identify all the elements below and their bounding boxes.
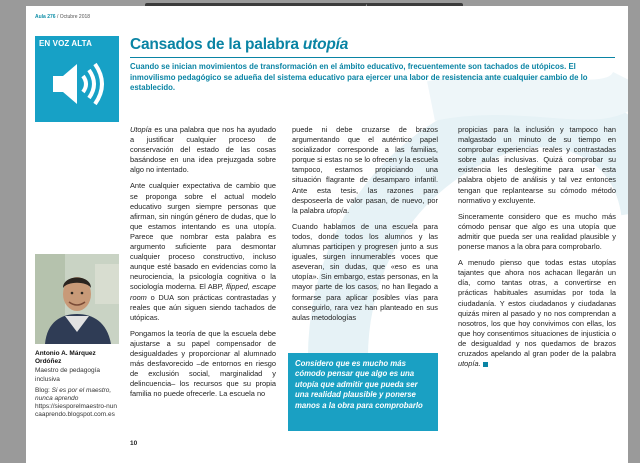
paragraph-text: o DUA son prácticas contrastadas y reales que aún siguen siendo tachados de utópicas. <box>130 292 276 322</box>
paragraph <box>458 125 616 206</box>
paragraph-text: . <box>347 205 350 215</box>
author-photo <box>35 254 119 344</box>
author-blog-title: Si es por el maestro, nunca aprendo <box>35 386 112 403</box>
paragraph-text: Pongamos la teoría de que la escuela debe ajustarse a su papel compensador de desigualdades y proporcionar al alumnado más desfavorecido –de entornos en riesgo de exclusión social, marginalidad y delincuencia– los recursos que su propia familia no puede ofrecerle. La escuela no <box>130 328 276 399</box>
paragraph-text: es una palabra que nos ha ayudado a justificar cualquier proceso de conservación del estado de las cosas basándose en una idea prejuzgada sobre algo no intentado. <box>130 125 276 175</box>
author-info <box>35 350 119 420</box>
article-title <box>130 36 348 54</box>
paragraph <box>130 181 276 322</box>
author-url[interactable]: https://siesporelmaestro-nuncaaprendo.blogspot.com.es <box>35 403 118 419</box>
paragraph <box>292 222 438 323</box>
section-label: EN VOZ ALTA <box>39 39 92 48</box>
paragraph-text: . <box>478 359 481 369</box>
paragraph-emphasis: flipped, escape room <box>130 282 276 302</box>
paragraph-text: Cuando hablamos de una escuela para todos, donde todos los alumnos y las alumnas participen y progresen junto a sus iguales, surgen innumerables voces que aseveran, sin dudas, que «eso es una utopía». Sin embargo, estas personas, en la mayor parte de los casos, no han llegado a formarse para aplicar posibles vías para conseguirlo, rara vez han planteado en sus aulas metodologías <box>292 221 438 322</box>
end-of-article-mark <box>483 362 488 367</box>
lead-text: Cuando se inician movimientos de transformación en el ámbito educativo, frecuentemente son tachados de utópicos. El inmovilismo pedagógico se adueña del sistema educativo para ejercer una labor de resistencia ante cualquier cambio de lo establecido. <box>130 62 588 93</box>
author-name: Antonio A. Márquez Ordóñez <box>35 350 96 366</box>
paragraph-text: puede ni debe cruzarse de brazos argumentando que el auténtico papel socializador corresponde a las familias, porque si estas no se lo ofrecen y la escuela tampoco, estamos propiciando una situación flagrante de desamparo infantil. Ante esta tesis, las razones para desposeerla de valor pasan, de nuevo, por la palabra <box>292 125 438 215</box>
paragraph <box>130 125 276 175</box>
document-page <box>26 6 628 463</box>
article-title-emphasis: utopía <box>302 36 349 53</box>
paragraph <box>292 125 438 216</box>
paragraph-emphasis: utopía <box>458 359 479 369</box>
magazine-name: Aula <box>35 14 46 20</box>
paragraph <box>458 212 616 252</box>
author-blog-label: Blog: <box>35 386 52 394</box>
paragraph-text: Sinceramente considero que es mucho más cómodo pensar que algo es una utopía que admitir que pueda ser una realidad plausible y ponerse manos a la obra para comprobarlo. <box>458 211 616 252</box>
paragraph-emphasis: Utopía <box>130 125 152 134</box>
paragraph-text: propicias para la inclusión y tampoco han malgastado un minuto de su tiempo en comprobar experiencias reales y contrastadas sobre aulas inclusivas. Quizá comprobar su existencia les deslegitime para usar esta palabra objeto de análisis y tal vez entonces tengan que replantearse su cómodo método normativo y excluyente. <box>458 125 616 205</box>
author-blog <box>35 387 119 403</box>
title-divider <box>130 57 615 58</box>
article-lead <box>130 62 618 94</box>
article-column-2 <box>292 125 438 329</box>
paragraph <box>130 329 276 400</box>
paragraph-emphasis: utopía <box>326 205 348 215</box>
speaker-icon <box>49 54 109 114</box>
article-column-1 <box>130 125 276 405</box>
paragraph-text: A menudo pienso que todas estas utopías tajantes que ahora nos achacan llegarán un día, como tantas otras, a convertirse en prácticas habituales asumidas por toda la ciudadanía. Y estos ciudadanos y ciudadanas quizás miren al pasado y no nos comprendan a nosotros, los que hoy convivimos con ellas, los que hoy consentimos situaciones de injusticia o de desigualdad y nos quedamos de brazos cruzados apelando al gran poder de la palabra <box>458 258 616 358</box>
paragraph-text: Ante cualquier expectativa de cambio que se proponga sobre el actual modelo educativo surgen siempre personas que afirman, sin ningún género de dudas, que lo que estamos intentando es una utopía. Parece que nombrar esta palabra es argumento suficiente para desmontar cualquier proceso constructivo, incluso aunque esté basado en evidencias como la neurociencia, la psicología cognitiva o la sociología moderna. El ABP, <box>130 181 276 292</box>
article-title-main: Cansados de la palabra <box>130 36 303 53</box>
section-tag <box>35 36 119 122</box>
page-number: 10 <box>130 440 138 447</box>
page-header <box>35 14 90 20</box>
paragraph <box>458 258 616 369</box>
pull-quote: Considero que es mucho más cómodo pensar que algo es una utopía que admitir que pueda ser una realidad plausible y ponerse manos a la obra para comprobarlo <box>288 353 438 431</box>
issue-number: 276 <box>47 14 56 20</box>
article-column-3 <box>458 125 616 375</box>
author-role: Maestro de pedagogía inclusiva <box>35 367 101 383</box>
issue-date: / Octubre 2018 <box>56 14 91 20</box>
